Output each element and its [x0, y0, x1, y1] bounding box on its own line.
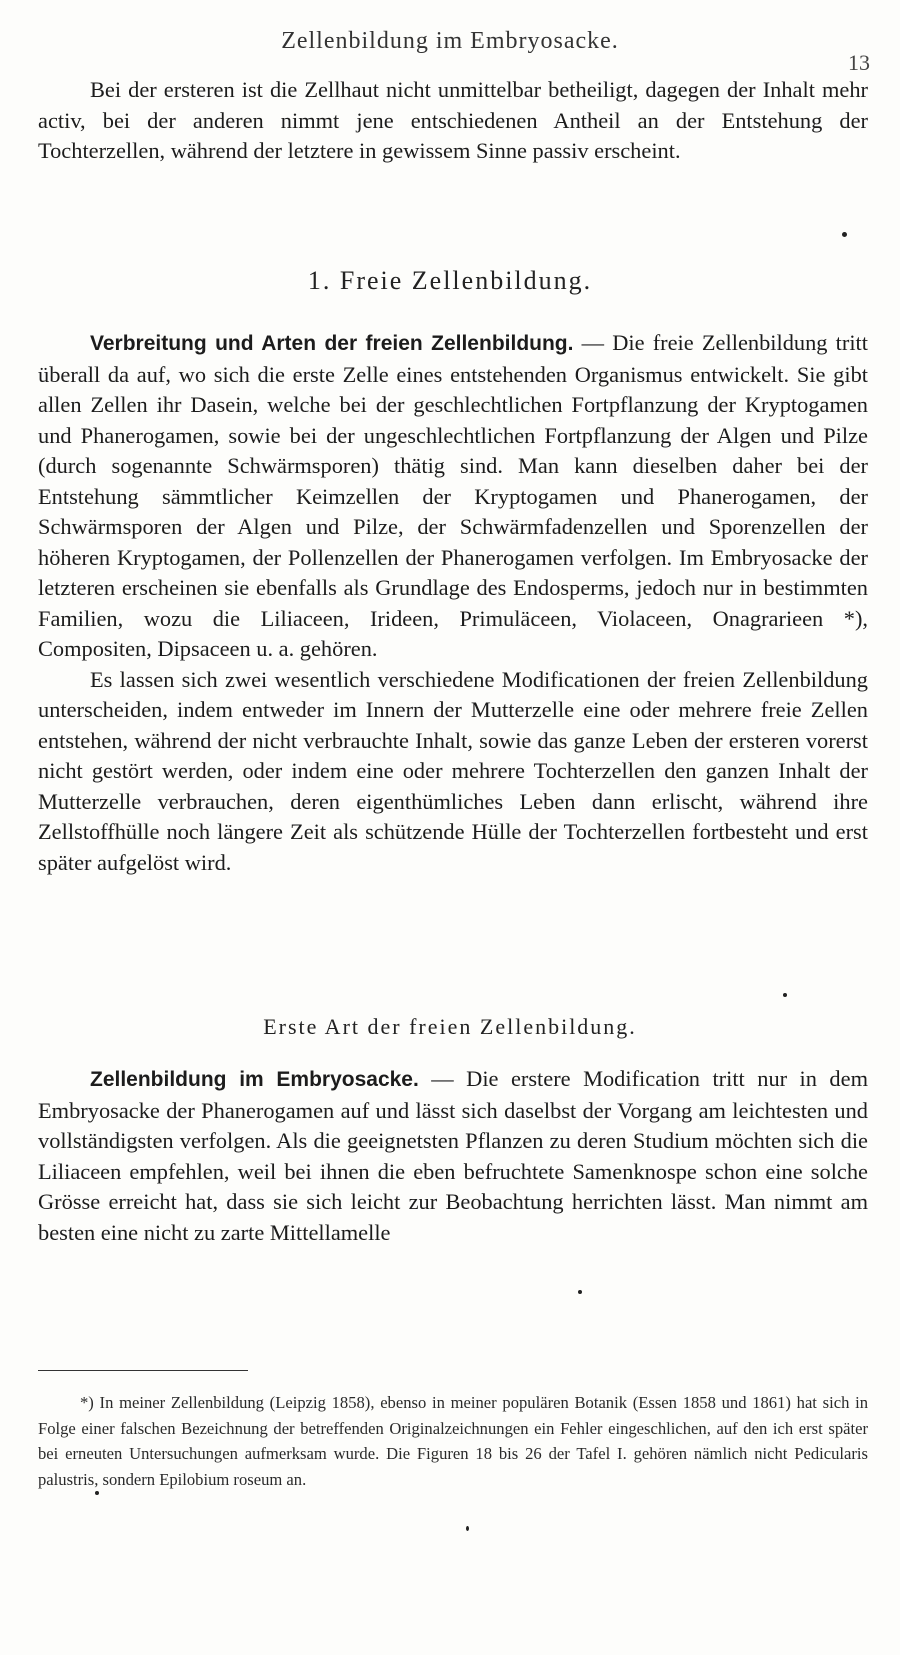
- page-number: 13: [848, 50, 870, 75]
- section-body: [38, 328, 868, 878]
- print-speck: [95, 1491, 99, 1495]
- running-head: Zellenbildung im Embryosacke.: [281, 28, 619, 54]
- run-in-heading-embryosac: Zellenbildung im Embryosacke.: [90, 1068, 419, 1091]
- footnote: *) In meiner Zellenbildung (Leipzig 1858), ebenso in meiner populären Botanik (Essen 1858 und 1861) hat sich in Folge einer falschen Bezeichnung der betreffenden Originalzeichnungen ein Fehler eingeschlichen, auf den ich erst später bei erneuten Untersuchungen aufmerksam wurde. Die Figuren 18 bis 26 der Tafel I. gehören nämlich nicht Pedicularis palustris, sondern Epilobium roseum an.: [38, 1393, 868, 1489]
- intro-text: Bei der ersteren ist die Zellhaut nicht unmittelbar betheiligt, dagegen der Inhalt mehr activ, bei der anderen nimmt jene entschiedenen Antheil an der Entstehung der Tochterzellen, während der letztere in gewissem Sinne passiv erscheint.: [38, 77, 868, 163]
- run-in-heading-distribution: Verbreitung und Arten der freien Zellenbildung.: [90, 332, 574, 355]
- paragraph-modifications: Es lassen sich zwei wesentlich verschiedene Modificationen der freien Zellenbildung unterscheiden, indem entweder im Innern der Mutterzelle eine oder mehrere freie Zellen entstehen, während der nicht verbrauchte Inhalt, sowie das ganze Leben der ersteren vorerst nicht gestört werden, oder indem eine oder mehrere Tochterzellen den ganzen Inhalt der Mutterzelle verbrauchen, deren eigenthümliches Leben dann erlischt, während ihre Zellstoffhülle noch längere Zeit als schützende Hülle der Tochterzellen fortbesteht und erst später aufgelöst wird.: [38, 666, 868, 875]
- paragraph-distribution-text: — Die freie Zellenbildung tritt überall da auf, wo sich die erste Zelle eines entstehenden Organismus entwickelt. Sie gibt allen Zellen ihr Dasein, welche bei der geschlechtlichen Fortpflanzung der Kryptogamen und Phanerogamen, sowie bei der ungeschlechtlichen Fortpflanzung der Algen und Pilze (durch sogenannte Schwärmsporen) thätig sind. Man kann dieselben daher bei der Entstehung sämmtlicher Keimzellen der Kryptogamen und Phanerogamen, der Schwärmsporen der Algen und Pilze, der Schwärmfadenzellen und Sporenzellen der höheren Kryptogamen, der Pollenzellen der Phanerogamen verfolgen. Im Embryosacke der letzteren erscheinen sie ebenfalls als Grundlage des Endosperms, jedoch nur in bestimmten Familien, wozu die Liliaceen, Irideen, Primuläceen, Violaceen, Onagrarieen *), Compositen, Dipsaceen u. a. gehören.: [38, 330, 869, 661]
- subsection-heading: Erste Art der freien Zellenbildung.: [263, 1014, 637, 1039]
- subsection-body: [38, 1064, 868, 1248]
- paragraph-embryosac-text: — Die erstere Modification tritt nur in dem Embryosacke der Phanerogamen auf und lässt sich daselbst der Vorgang am leichtesten und vollständigsten verfolgen. Als die geeignetsten Pflanzen zu deren Studium möchten sich die Liliaceen empfehlen, weil bei ihnen die eben befruchtete Samenknospe schon eine solche Grösse erreicht hat, dass sie sich leicht zur Beobachtung herrichten lässt. Man nimmt am besten eine nicht zu zarte Mittellamelle: [38, 1066, 868, 1245]
- print-speck: [842, 232, 847, 237]
- print-speck: [578, 1290, 582, 1294]
- footnote-rule: [38, 1370, 248, 1371]
- paragraph-distribution: [38, 328, 868, 665]
- intro-paragraph: [38, 75, 868, 167]
- section-heading: 1. Freie Zellenbildung.: [307, 266, 593, 295]
- print-speck: [466, 1526, 469, 1531]
- paragraph-embryosac: [38, 1064, 868, 1248]
- print-speck: [783, 993, 787, 997]
